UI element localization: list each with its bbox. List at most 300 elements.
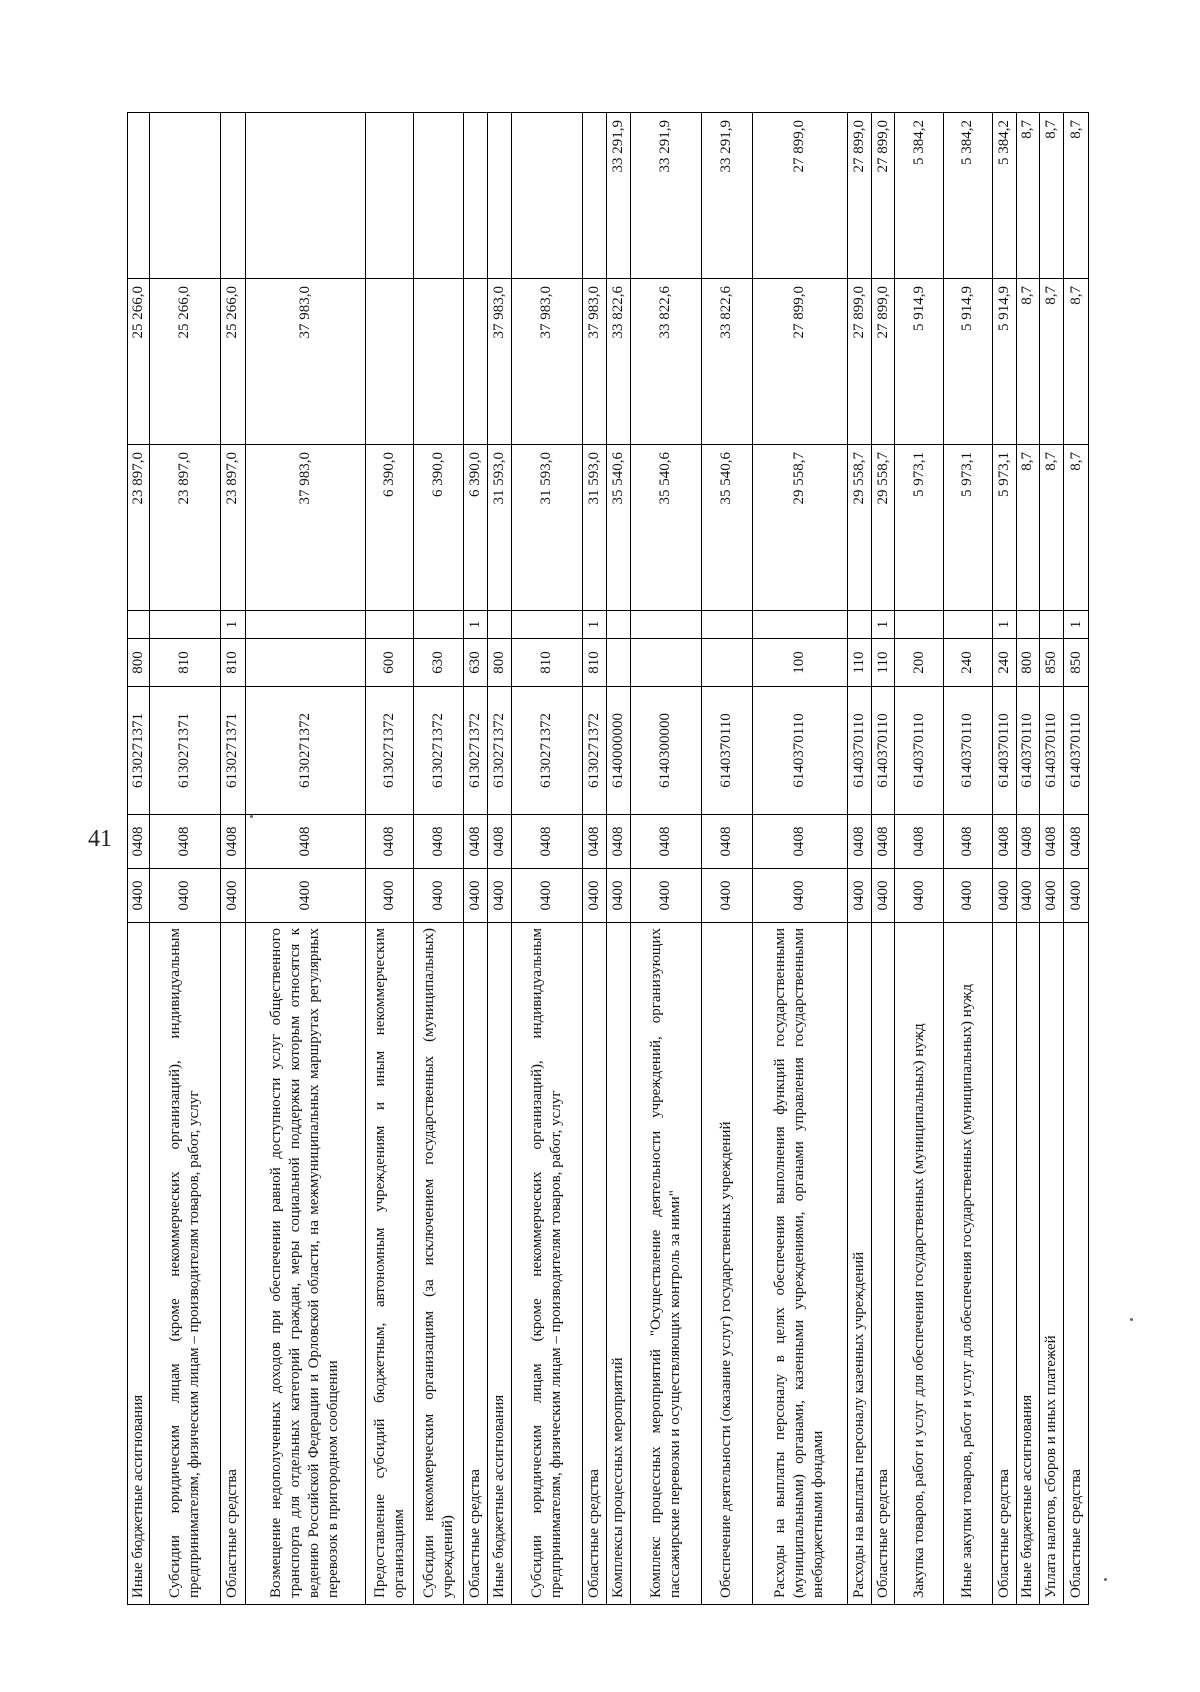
target-article-code-cell [606,687,630,815]
target-article-code: 6140370110 [718,713,735,788]
amount-year-2-cell [583,279,607,445]
section-code: 0400 [850,880,867,911]
row-name: Субсидии юридическим лицам (кроме некоммерческих организаций), индивидуальным предпринимателям, физическим лицам – производителям товаров, работ, услуг [528,928,564,1598]
expense-type-code: 810 [224,651,241,674]
target-article-code: 6140370110 [1067,713,1084,788]
amount-year-1: 8,7 [1043,452,1060,471]
section-code-cell [220,869,245,923]
amount-year-3: 27 899,0 [874,120,891,173]
amount-year-2-cell [630,279,701,445]
amount-year-3-cell [511,113,582,279]
section-code-cell [895,869,944,923]
amount-year-1: 23 897,0 [176,452,193,505]
target-article-code: 6140370110 [874,713,891,788]
row-name: Областные средства [874,1469,891,1598]
subsection-code: 0408 [296,826,313,857]
funding-flag-cell [701,611,752,639]
subsection-code: 0408 [850,826,867,857]
section-code: 0400 [959,880,976,911]
amount-year-3-cell [992,113,1016,279]
amount-year-3: 8,7 [1019,120,1036,139]
section-code-cell [487,869,511,923]
expense-type-code: 850 [1043,651,1060,674]
row-name-cell [1016,923,1040,1605]
subsection-code-cell [1040,815,1064,869]
section-code-cell [414,869,464,923]
subsection-code: 0408 [1019,826,1036,857]
funding-flag-cell [220,611,245,639]
amount-year-2: 5 914,9 [910,286,927,331]
amount-year-3-cell [365,113,414,279]
section-code: 0400 [874,880,891,911]
section-code-cell [847,869,871,923]
section-code-cell [871,869,895,923]
expense-type-code-cell [583,639,607,687]
funding-flag-cell [583,611,607,639]
section-code: 0400 [1043,880,1060,911]
amount-year-1-cell [149,445,220,611]
amount-year-2-cell [871,279,895,445]
row-name: Областные средства [995,1469,1012,1598]
expense-type-code: 100 [791,651,808,674]
funding-flag-cell [414,611,464,639]
subsection-code-cell [752,815,847,869]
target-article-code-cell [1040,687,1064,815]
row-name: Субсидии некоммерческим организациям (за исключением государственных (муниципальных) учреждений) [420,928,456,1598]
amount-year-3-cell [701,113,752,279]
target-article-code: 6140370110 [791,713,808,788]
target-article-code-cell [128,687,150,815]
target-article-code: 6130271371 [129,713,146,788]
amount-year-1-cell [1064,445,1089,611]
funding-flag-cell [992,611,1016,639]
amount-year-3-cell [583,113,607,279]
section-code: 0400 [224,880,241,911]
table-row [487,113,511,1605]
row-name: Комплекс процессных мероприятий "Осуществление деятельности учреждений, организующих пассажирские перевозки и осуществляющих контроль за ними" [647,928,683,1598]
amount-year-3: 33 291,9 [718,120,735,173]
subsection-code: 0408 [718,826,735,857]
subsection-code-cell [1064,815,1089,869]
row-name-cell [701,923,752,1605]
amount-year-1-cell [944,445,993,611]
amount-year-3: 8,7 [1043,120,1060,139]
subsection-code: 0408 [959,826,976,857]
row-name-cell [606,923,630,1605]
amount-year-1-cell [1016,445,1040,611]
amount-year-1-cell [414,445,464,611]
section-code: 0400 [296,880,313,911]
funding-flag-cell [149,611,220,639]
row-name-cell [128,923,150,1605]
amount-year-1-cell [464,445,488,611]
funding-flag-cell [128,611,150,639]
table-row [944,113,993,1605]
expense-type-code: 240 [959,651,976,674]
subsection-code: 0408 [995,826,1012,857]
target-article-code: 6130271371 [176,713,193,788]
row-name-cell [871,923,895,1605]
section-code-cell [583,869,607,923]
subsection-code: 0408 [129,826,146,857]
target-article-code-cell [847,687,871,815]
subsection-code: 0408 [609,826,626,857]
subsection-code-cell [992,815,1016,869]
row-name-cell [752,923,847,1605]
row-name: Иные бюджетные ассигнования [490,1394,507,1598]
target-article-code-cell [149,687,220,815]
amount-year-1: 29 558,7 [791,452,808,505]
expense-type-code: 110 [850,651,867,674]
amount-year-2: 5 914,9 [959,286,976,331]
amount-year-1: 5 973,1 [995,452,1012,497]
table-row [895,113,944,1605]
expense-type-code: 240 [995,651,1012,674]
target-article-code-cell [464,687,488,815]
amount-year-1: 29 558,7 [874,452,891,505]
subsection-code: 0408 [585,826,602,857]
row-name: Субсидии юридическим лицам (кроме некоммерческих организаций), индивидуальным предпринимателям, физическим лицам – производителям товаров, работ, услуг [166,928,202,1598]
row-name: Расходы на выплаты персоналу в целях обеспечения выполнения функций государственными (муниципальными) органами, казенными учреждениями, органами управления государственными внебюджетными фондами [772,928,827,1598]
funding-flag-cell [487,611,511,639]
target-article-code: 6130271371 [224,713,241,788]
amount-year-1: 35 540,6 [609,452,626,505]
amount-year-2: 33 822,6 [609,286,626,339]
amount-year-1: 35 540,6 [718,452,735,505]
expense-type-code-cell [895,639,944,687]
row-name-cell [464,923,488,1605]
subsection-code: 0408 [1067,826,1084,857]
row-name: Возмещение недополученных доходов при обеспечении равной доступности услуг общественного транспорта для отдельных категорий граждан, меры социальной поддержки которым относятся к ведению Российской Федерации и Орловской области, на межмуниципальных маршрутах регулярных перевозок в пригородном сообщении [268,928,342,1598]
expense-type-code: 850 [1067,651,1084,674]
target-article-code-cell [992,687,1016,815]
section-code: 0400 [490,880,507,911]
expense-type-code-cell [701,639,752,687]
expense-type-code-cell [149,639,220,687]
amount-year-2: 37 983,0 [538,286,555,339]
funding-flag-cell [1040,611,1064,639]
row-name: Закупка товаров, работ и услуг для обеспечения государственных (муниципальных) нужд [910,1023,927,1598]
subsection-code-cell [365,815,414,869]
section-code-cell [1016,869,1040,923]
table-body [128,113,1089,1605]
amount-year-1: 8,7 [1067,452,1084,471]
target-article-code: 6130271372 [538,713,555,788]
amount-year-2: 37 983,0 [585,286,602,339]
subsection-code-cell [871,815,895,869]
amount-year-2-cell [1016,279,1040,445]
amount-year-3: 5 384,2 [995,120,1012,165]
row-name-cell [847,923,871,1605]
section-code-cell [1064,869,1089,923]
section-code: 0400 [1019,880,1036,911]
section-code-cell [245,869,365,923]
scan-speck [1130,1318,1133,1321]
target-article-code: 6140370110 [1043,713,1060,788]
amount-year-1: 6 390,0 [430,452,447,497]
amount-year-2-cell [895,279,944,445]
scan-speck [1104,1578,1107,1581]
amount-year-3-cell [1016,113,1040,279]
row-name: Областные средства [1067,1469,1084,1598]
amount-year-3: 27 899,0 [791,120,808,173]
expense-type-code-cell [1064,639,1089,687]
expense-type-code-cell [871,639,895,687]
amount-year-1-cell [128,445,150,611]
section-code-cell [992,869,1016,923]
expense-type-code-cell [630,639,701,687]
amount-year-2: 25 266,0 [129,286,146,339]
amount-year-1: 29 558,7 [850,452,867,505]
expense-type-code-cell [511,639,582,687]
target-article-code: 6130271372 [430,713,447,788]
amount-year-2-cell [220,279,245,445]
amount-year-2-cell [365,279,414,445]
subsection-code-cell [1016,815,1040,869]
amount-year-2-cell [847,279,871,445]
amount-year-1-cell [511,445,582,611]
amount-year-2-cell [487,279,511,445]
subsection-code: 0408 [657,826,674,857]
subsection-code-cell [895,815,944,869]
row-name: Областные средства [224,1469,241,1598]
expense-type-code-cell [1040,639,1064,687]
amount-year-1: 5 973,1 [910,452,927,497]
subsection-code: 0408 [467,826,484,857]
subsection-code-cell [944,815,993,869]
amount-year-1: 31 593,0 [490,452,507,505]
table-row [847,113,871,1605]
amount-year-2: 8,7 [1043,286,1060,305]
amount-year-2-cell [992,279,1016,445]
amount-year-3: 5 384,2 [910,120,927,165]
expense-type-code: 810 [176,651,193,674]
amount-year-3-cell [414,113,464,279]
section-code-cell [128,869,150,923]
amount-year-1: 35 540,6 [657,452,674,505]
amount-year-1-cell [365,445,414,611]
amount-year-1: 31 593,0 [585,452,602,505]
rotated-table-container [127,113,1089,1605]
section-code: 0400 [718,880,735,911]
table-row [701,113,752,1605]
target-article-code-cell [414,687,464,815]
target-article-code: 6130271372 [467,713,484,788]
target-article-code-cell [1016,687,1040,815]
funding-flag: 1 [1067,620,1084,629]
row-name-cell [895,923,944,1605]
table-row [630,113,701,1605]
page-number: 41 [88,826,112,852]
funding-flag: 1 [995,620,1012,629]
amount-year-3: 27 899,0 [850,120,867,173]
expense-type-code: 810 [538,651,555,674]
amount-year-2: 27 899,0 [874,286,891,339]
section-code: 0400 [538,880,555,911]
funding-flag-cell [895,611,944,639]
table-row [752,113,847,1605]
subsection-code-cell [149,815,220,869]
row-name-cell [149,923,220,1605]
row-name-cell [511,923,582,1605]
target-article-code-cell [752,687,847,815]
expense-type-code-cell [365,639,414,687]
row-name-cell [583,923,607,1605]
subsection-code-cell [464,815,488,869]
target-article-code: 6130271372 [381,713,398,788]
amount-year-3-cell [895,113,944,279]
row-name-cell [245,923,365,1605]
target-article-code-cell [871,687,895,815]
expense-type-code-cell [847,639,871,687]
amount-year-1-cell [606,445,630,611]
amount-year-1-cell [895,445,944,611]
section-code: 0400 [657,880,674,911]
amount-year-2: 27 899,0 [791,286,808,339]
amount-year-1-cell [220,445,245,611]
row-name: Обеспечение деятельности (оказание услуг) государственных учреждений [718,1121,735,1598]
target-article-code-cell [944,687,993,815]
amount-year-3-cell [871,113,895,279]
amount-year-2: 8,7 [1019,286,1036,305]
expense-type-code-cell [414,639,464,687]
amount-year-2-cell [752,279,847,445]
subsection-code-cell [583,815,607,869]
row-name: Иные закупки товаров, работ и услуг для обеспечения государственных (муниципальных) нужд [959,983,976,1598]
amount-year-1: 37 983,0 [296,452,313,505]
row-name: Иные бюджетные ассигнования [1019,1394,1036,1598]
section-code-cell [606,869,630,923]
target-article-code-cell [245,687,365,815]
subsection-code-cell [128,815,150,869]
expense-type-code: 800 [129,651,146,674]
amount-year-1-cell [245,445,365,611]
section-code: 0400 [609,880,626,911]
table-row [511,113,582,1605]
funding-flag-cell [944,611,993,639]
subsection-code-cell [487,815,511,869]
subsection-code-cell [245,815,365,869]
amount-year-2-cell [414,279,464,445]
amount-year-3-cell [487,113,511,279]
amount-year-3-cell [128,113,150,279]
funding-flag: 1 [467,620,484,629]
budget-table [127,112,1089,1605]
amount-year-2-cell [128,279,150,445]
table-row [414,113,464,1605]
amount-year-1-cell [871,445,895,611]
target-article-code-cell [365,687,414,815]
subsection-code-cell [701,815,752,869]
table-row [992,113,1016,1605]
target-article-code-cell [220,687,245,815]
amount-year-1-cell [630,445,701,611]
amount-year-1: 5 973,1 [959,452,976,497]
target-article-code-cell [487,687,511,815]
table-row [1040,113,1064,1605]
section-code: 0400 [176,880,193,911]
expense-type-code: 110 [874,651,891,674]
subsection-code: 0408 [224,826,241,857]
subsection-code: 0408 [538,826,555,857]
table-row [871,113,895,1605]
target-article-code: 6140370110 [910,713,927,788]
row-name-cell [487,923,511,1605]
table-row [1064,113,1089,1605]
funding-flag-cell [630,611,701,639]
target-article-code: 6140370110 [995,713,1012,788]
row-name-cell [365,923,414,1605]
amount-year-2: 33 822,6 [718,286,735,339]
funding-flag: 1 [585,620,602,629]
expense-type-code-cell [128,639,150,687]
target-article-code-cell [895,687,944,815]
amount-year-3-cell [944,113,993,279]
expense-type-code-cell [245,639,365,687]
row-name: Предоставление субсидий бюджетным, автономным учреждениям и иным некоммерческим организациям [371,928,407,1598]
amount-year-3-cell [464,113,488,279]
expense-type-code: 800 [1019,651,1036,674]
section-code: 0400 [585,880,602,911]
funding-flag-cell [752,611,847,639]
row-name-cell [1040,923,1064,1605]
row-name-cell [630,923,701,1605]
amount-year-3: 8,7 [1067,120,1084,139]
section-code: 0400 [995,880,1012,911]
funding-flag-cell [1064,611,1089,639]
subsection-code: 0408 [791,826,808,857]
amount-year-2-cell [511,279,582,445]
expense-type-code-cell [220,639,245,687]
amount-year-3-cell [245,113,365,279]
amount-year-3-cell [630,113,701,279]
target-article-code: 6140000000 [609,713,626,788]
section-code-cell [511,869,582,923]
section-code: 0400 [791,880,808,911]
section-code-cell [464,869,488,923]
target-article-code: 6140370110 [1019,713,1036,788]
amount-year-3: 33 291,9 [609,120,626,173]
section-code-cell [149,869,220,923]
amount-year-3-cell [1064,113,1089,279]
subsection-code: 0408 [176,826,193,857]
expense-type-code-cell [464,639,488,687]
amount-year-2: 5 914,9 [995,286,1012,331]
amount-year-2: 37 983,0 [296,286,313,339]
target-article-code-cell [511,687,582,815]
subsection-code: 0408 [381,826,398,857]
table-row [128,113,150,1605]
subsection-code-cell [847,815,871,869]
funding-flag-cell [245,611,365,639]
target-article-code-cell [701,687,752,815]
amount-year-2-cell [149,279,220,445]
amount-year-2: 8,7 [1067,286,1084,305]
subsection-code: 0408 [910,826,927,857]
section-code-cell [701,869,752,923]
amount-year-2-cell [606,279,630,445]
amount-year-2: 25 266,0 [176,286,193,339]
row-name-cell [944,923,993,1605]
table-row [606,113,630,1605]
subsection-code-cell [414,815,464,869]
amount-year-3: 5 384,2 [959,120,976,165]
expense-type-code-cell [1016,639,1040,687]
amount-year-3-cell [847,113,871,279]
table-row [365,113,414,1605]
amount-year-3-cell [606,113,630,279]
table-row [583,113,607,1605]
